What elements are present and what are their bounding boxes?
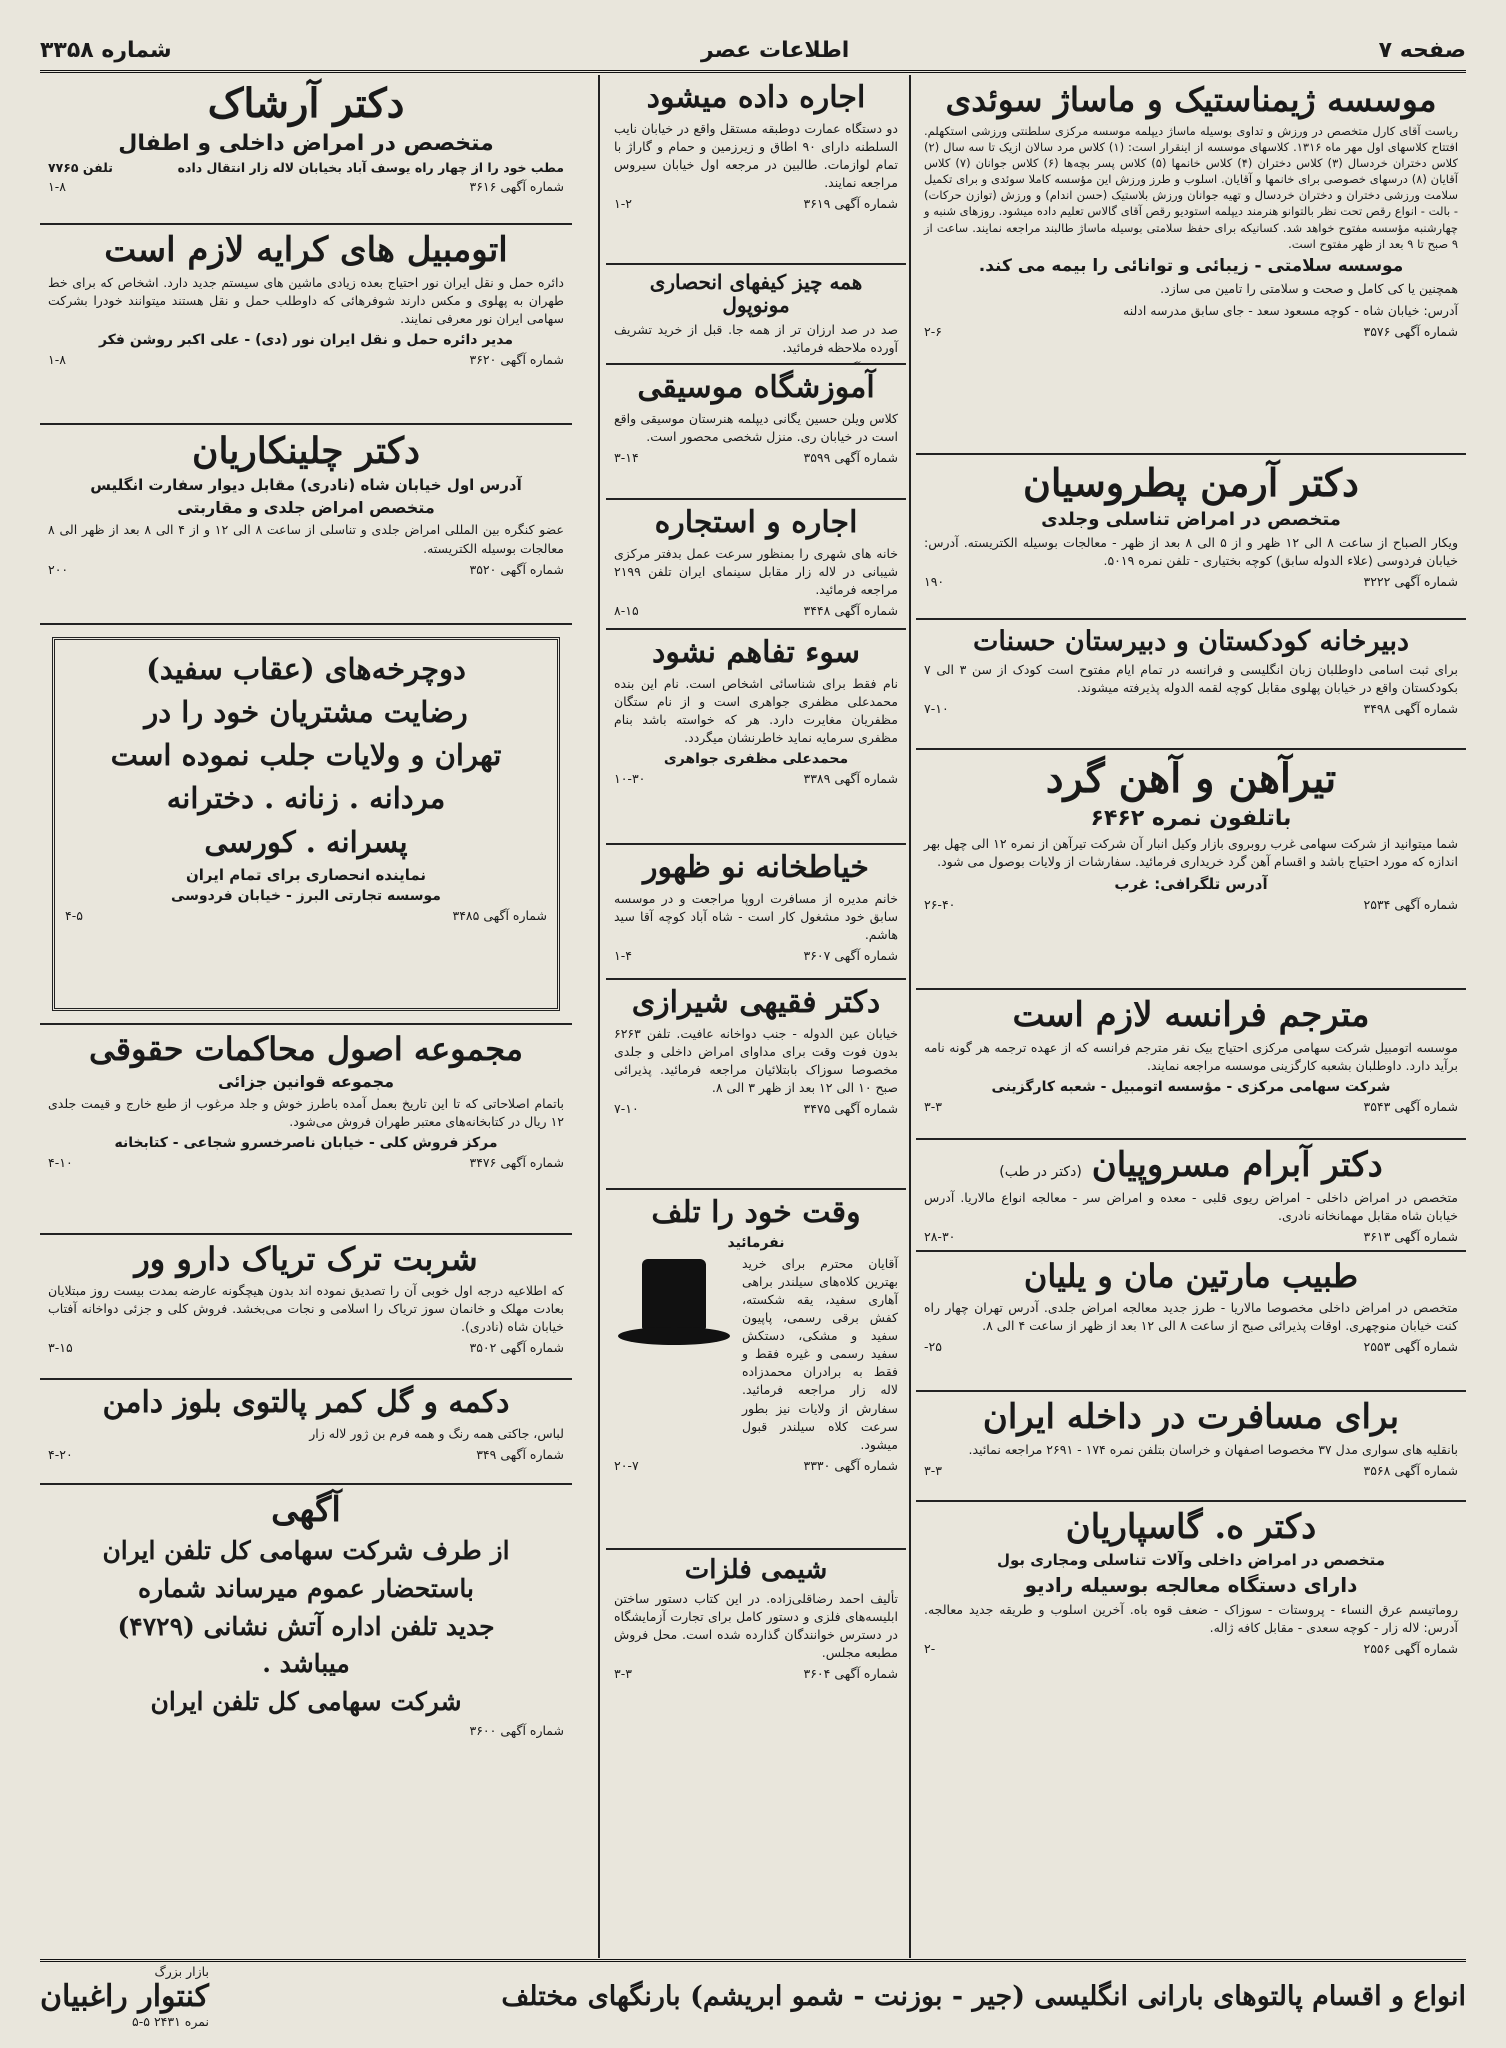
- ad-body: شما میتوانید از شرکت سهامی غرب روبروی بازار وکیل انبار آن شرکت تیرآهن از نمره ۱۲ الی چهل بهر اندازه که مورد احتیاج باشد و اقسام آهن گرد خریداری فرمائید. سفارشات از ولایات بوصول می شود.: [924, 836, 1458, 870]
- ad-slogan: موسسه سلامتی - زیبائی و توانائی را بیمه می کند.: [978, 255, 1404, 276]
- ad-line: رضایت مشتریان خود را در: [144, 695, 468, 730]
- ad-gymnastics: [916, 75, 1466, 455]
- ad-body: متخصص در امراض داخلی - امراض ریوی قلبی - معده و امراض سر - معالجه انواع مالاریا. آدرس خیابان شاه مقابل مهمانخانه نادری.: [924, 1190, 1458, 1224]
- ad-footer: [924, 324, 1458, 339]
- ad-footer: [614, 196, 898, 211]
- ad-title: اجاره داده میشود: [646, 80, 866, 115]
- ad-number: شماره آگهی ۳۶۰۴: [803, 1666, 898, 1682]
- ad-code: ۲۰-۷: [614, 1457, 639, 1473]
- ad-hasanat-school: [916, 620, 1466, 750]
- ad-subtitle: متخصص در امراض داخلی و اطفال: [118, 131, 494, 156]
- ad-number: شماره آگهی ۳۲۲۲: [1363, 573, 1458, 589]
- ad-footer: [924, 701, 1458, 716]
- ad-number: شماره آگهی ۳۴۸۵: [452, 907, 547, 923]
- ad-phone: تلفن ۷۷۶۵: [48, 160, 113, 175]
- hat-crown: [642, 1259, 706, 1329]
- ad-title: مجموعه اصول محاکمات حقوقی: [89, 1030, 523, 1068]
- hat-brim: [618, 1327, 730, 1345]
- ad-body: لباس، جاکتی همه رنگ و همه فرم بن ژور لاله زار: [309, 1425, 564, 1441]
- ad-subtitle: متخصص در امراض داخلی وآلات تناسلی ومجاری بول: [996, 1551, 1385, 1570]
- ad-code: ۱۹۰: [924, 573, 945, 589]
- ad-body-row: [48, 160, 564, 175]
- ad-body: برای ثبت اسامی داوطلبان زبان انگلیسی و فرانسه در تمام ایام مفتوح است کودک از سن ۳ الی ۷ بکودکستان واقع در خیابان پهلوی مقابل کوچه لقمه الدوله پذیرفته میشوند.: [924, 662, 1458, 696]
- ad-line: پسرانه . کورسی: [204, 824, 408, 859]
- store-info: [40, 1964, 209, 2029]
- ad-body: عضو کنگره بین المللی امراض جلدی و تناسلی از ساعت ۸ الی ۱۲ و از ۴ الی ۸ بعد از ظهر الی ۸ معالجات بوسیله الکتریسته.: [48, 522, 564, 556]
- ad-footer: [614, 948, 898, 963]
- ad-footer: [614, 1101, 898, 1116]
- ad-number: شماره آگهی ۳۴۷۵: [803, 1101, 898, 1116]
- ad-code: ۱۰-۳۰: [614, 771, 646, 786]
- ad-address: آدرس اول خیابان شاه (نادری) مقابل دیوار سفارت انگلیس: [90, 476, 522, 495]
- ad-line: جدید تلفن اداره آتش نشانی (۴۷۲۹): [117, 1611, 495, 1641]
- column-divider: [598, 75, 600, 1958]
- ad-footer: [924, 1229, 1458, 1244]
- column-divider: [909, 75, 911, 1958]
- page-header: [40, 30, 1466, 73]
- ad-code: ۱-۸: [48, 352, 66, 368]
- ad-phone: باتلفون نمره ۶۴۶۲: [1090, 806, 1292, 831]
- ad-opium-syrup: [40, 1235, 572, 1380]
- ad-line: مردانه . زنانه . دخترانه: [166, 781, 446, 816]
- ad-travel: [916, 1392, 1466, 1502]
- ad-footer: [48, 1447, 564, 1462]
- ad-title: دکتر آرشاک: [207, 80, 405, 127]
- ad-number: شماره آگهی ۲۵۵۳: [1363, 1339, 1458, 1355]
- ad-dr-abram: [916, 1140, 1466, 1252]
- ad-number: شماره آگهی ۳۶۱۹: [803, 196, 898, 211]
- ad-body: کلاس ویلن حسین یگانی دیپلمه هنرستان موسیقی واقع است در خیابان ری. منزل شخصی محصور است.: [614, 410, 898, 444]
- right-column: [916, 75, 1466, 1958]
- ad-title: دکتر آبرام مسروپیان: [1091, 1145, 1383, 1185]
- ad-title: آگهی: [271, 1490, 341, 1530]
- bottom-banner-ad: [40, 1959, 1466, 2030]
- ad-rental-cars: [40, 225, 572, 425]
- ad-code: ۲-۶: [924, 323, 942, 339]
- ad-tailor: [606, 845, 906, 980]
- ad-code: ۳-۳: [614, 1666, 632, 1682]
- bicycle-ad-box: [52, 637, 560, 1011]
- ad-number: شماره آگهی ۳۴۹۸: [1363, 701, 1458, 717]
- ad-dr-gasparian: [916, 1502, 1466, 1958]
- ad-misunderstanding: [606, 630, 906, 845]
- ad-title: اجاره و استجاره: [654, 505, 858, 540]
- ad-title: شیمی فلزات: [684, 1555, 828, 1585]
- ad-footer: [614, 1458, 898, 1473]
- ad-metal-chemistry: [606, 1550, 906, 1958]
- ad-number: نمره ۲۴۳۱ ۵-۵: [132, 2013, 209, 2029]
- ad-footer: [48, 352, 564, 367]
- ad-code: ۷-۱۰: [924, 701, 949, 717]
- ad-footer: [48, 1340, 564, 1355]
- ad-body: صد در صد ارزان تر از همه جا. قبل از خرید تشریف آورده ملاحظه فرمائید.: [614, 322, 898, 356]
- ad-number: شماره آگهی ۲۵۳۴: [1363, 897, 1458, 913]
- ad-body: دائره حمل و نقل ایران نور احتیاج بعده زیادی ماشین های سیستم جدید دارد. اشخاص که برای خط طهران به پهلوی و مکس دارند شوفرهائی که داوطلب حمل و نقل هستند میتوانند خودرا بشرکت سهامی ایران نور معرفی نمایند.: [48, 275, 564, 327]
- ad-signature: موسسه تجارتی البرز - خیابان فردوسی: [171, 887, 441, 904]
- ad-code: ۳-۳: [924, 1463, 942, 1479]
- ad-code: ۷-۱۰: [614, 1101, 639, 1116]
- ad-code: ۲۶-۴۰: [924, 897, 956, 913]
- ad-number: شماره آگهی ۳۵۷۶: [1363, 323, 1458, 339]
- ad-title: دکتر ه. گاسپاریان: [1065, 1507, 1317, 1547]
- ad-line: دوچرخه‌های (عقاب سفید): [146, 652, 466, 686]
- ad-subtitle: نماینده انحصاری برای تمام ایران: [185, 865, 427, 884]
- ad-telegraph: آدرس تلگرافی: غرب: [1114, 875, 1268, 894]
- ad-title: همه چیز کیفهای انحصاری مونوپول: [649, 270, 863, 317]
- ad-title: موسسه ژیمناستیک و ماساژ سوئدی: [945, 80, 1437, 119]
- ad-title: آموزشگاه موسیقی: [637, 370, 875, 405]
- ad-number: شماره آگهی ۲۵۵۶: [1363, 1641, 1458, 1657]
- ad-number: شماره آگهی ۳۳۳۰: [803, 1457, 898, 1473]
- ad-title: خیاطخانه نو ظهور: [643, 850, 869, 885]
- ad-code: ۲۸-۳۰: [924, 1229, 956, 1245]
- ad-number: شماره آگهی ۳۶۰۰: [469, 1722, 564, 1738]
- ad-number: شماره آگهی ۳۴۷۶: [469, 1155, 564, 1171]
- ad-body: متخصص در امراض داخلی مخصوصا مالاریا - طرز جدید معالجه امراض جلدی. آدرس تهران چهار راه کنت خیابان منوچهری. اوقات پذیرائی صبح از ساعت ۸ الی ۱۲ بعد از ظهر از ساعت ۴ الی ۸.: [924, 1299, 1458, 1333]
- ad-title: مترجم فرانسه لازم است: [1012, 995, 1370, 1035]
- ad-code: ۴-۵: [65, 907, 83, 923]
- ad-address: آدرس: خیابان شاه - کوچه مسعود سعد - جای سابق مدرسه ادلنه: [1123, 302, 1458, 318]
- ad-body: بانقلیه های سواری مدل ۳۷ مخصوصا اصفهان و خراسان بتلفن نمره ۱۷۴ - ۲۶۹۱ مراجعه نمائید.: [968, 1442, 1458, 1458]
- ad-code: -۲: [924, 1641, 936, 1657]
- ad-title: دکتر آرمن پطروسیان: [1023, 460, 1359, 505]
- ad-code: ۳-۱۴: [614, 449, 639, 465]
- ad-title: دکتر چلینکاریان: [192, 430, 420, 472]
- ad-footer: [614, 603, 898, 618]
- newspaper-name: اطلاعات عصر: [700, 37, 850, 63]
- ad-code: ۸-۱۵: [614, 602, 639, 618]
- ad-title-row: [924, 1146, 1458, 1185]
- ad-body: خیابان عین الدوله - جنب دواخانه عافیت. تلفن ۶۲۶۳ بدون فوت وقت برای مداوای امراض داخلی و جلدی مخصوصا سوزاک بابتلائیان مراجعه فرمائید. پذیرائی صبح ۱۰ الی ۱۲ بعد از ظهر ۳ الی ۸.: [614, 1025, 898, 1095]
- ad-footer: [924, 574, 1458, 589]
- ad-signature: محمدعلی مظفری جواهری: [663, 751, 849, 767]
- ad-number: شماره آگهی ۳۵۹۹: [803, 449, 898, 465]
- ad-code: ۲۰۰: [48, 561, 69, 577]
- ad-code: ۴-۱۰: [48, 1155, 73, 1171]
- ad-bags: [606, 265, 906, 365]
- ad-subtitle: نفرمائید: [727, 1234, 785, 1251]
- middle-column: [606, 75, 906, 1958]
- ad-telephone-notice: [40, 1485, 572, 1958]
- ad-body: آقایان محترم برای خرید بهترین کلاه‌های سیلندر براهی آهاری سفید، یقه شکسته، کفش برقی رسمی، پاپیون سفید و مشکی، دستکش سفید رسمی و غیره فقط و فقط به برادران محمدزاده لاله زار مراجعه فرمائید. سفارش از ولایات نیز بطور سرعت کلاه سیلندر قبول میشود.: [742, 1255, 898, 1452]
- ad-title: سوء تفاهم نشود: [651, 635, 861, 670]
- ad-rent-lease: [606, 500, 906, 630]
- issue-number: شماره ۳۳۵۸: [40, 37, 172, 63]
- ad-iron-beams: [916, 750, 1466, 990]
- ad-footer: [614, 771, 898, 786]
- ad-footer: [924, 1463, 1458, 1478]
- ad-body: دو دستگاه عمارت دوطبقه مستقل واقع در خیابان نایب السلطنه دارای ۹۰ اطاق و زیرزمین و حمام و گاراژ با تمام لوازمات. طالبین در مرجعه اول خیابان سیروس مراجعه نمایند.: [614, 120, 898, 190]
- ad-number: شماره آگهی ۳۵۲۰: [469, 561, 564, 577]
- ad-note: (دکتر در طب): [999, 1164, 1082, 1180]
- ad-body: باتمام اصلاحاتی که تا این تاریخ بعمل آمده باطرز خوش و جلد مرغوب از طبع خارج و قیمت جلدی ۱۲ ریال در کتابخانه‌های معتبر طهران فروش می‌شود.: [48, 1095, 564, 1129]
- ad-title: دکتر فقیهی شیرازی: [631, 985, 881, 1020]
- ad-number: شماره آگهی ۳۶۲۰: [469, 352, 564, 368]
- ad-french-translator: [916, 990, 1466, 1140]
- ad-title: برای مسافرت در داخله ایران: [982, 1397, 1400, 1437]
- ad-footer: [48, 1723, 564, 1738]
- ad-code: ۴-۲۰: [48, 1446, 73, 1462]
- ad-subtitle-2: دارای دستگاه معالجه بوسیله رادیو: [1024, 1573, 1358, 1598]
- ad-footer: [48, 179, 564, 194]
- ad-body: که اطلاعیه درجه اول خوبی آن را تصدیق نموده اند بدون هیچگونه عارضه بمدت بیست روز مبتلایان بعادت مهلک و خانمان سوز تریاک را اسلامی و نجات می‌بخشد. فروش کلی و جزئی دواخانه آفتاب خیابان شاه (نادری).: [48, 1282, 564, 1335]
- ad-body: مطب خود را از چهار راه یوسف آباد بخیابان لاله زار انتقال داده: [177, 160, 564, 175]
- ad-footer: [614, 1666, 898, 1681]
- ad-line: از طرف شرکت سهامی کل تلفن ایران: [102, 1536, 510, 1566]
- ad-number: شماره آگهی ۳۵۰۲: [469, 1340, 564, 1356]
- ad-bicycles: [40, 625, 572, 1025]
- ad-number: شماره آگهی ۳۳۸۹: [803, 771, 898, 786]
- ad-slogan-2: همچنین یا کی کامل و صحت و سلامتی را تامین می سازد.: [1160, 280, 1458, 296]
- ad-footer: [48, 1155, 564, 1170]
- ad-body: نام فقط برای شناسائی اشخاص است. نام این بنده محمدعلی مظفری جواهری است و از نام ستگان مظفریان مغایرت دارد. هر که خواسته باشد بنام مظفری سرمایه نماید خاطرنشان میگردد.: [614, 675, 898, 745]
- ad-title: وقت خود را تلف: [651, 1195, 861, 1230]
- ad-buttons-belts: [40, 1380, 572, 1485]
- ad-subtitle: متخصص در امراض تناسلی وجلدی: [1041, 508, 1341, 530]
- ad-title: شربت ترک تریاک دارو ور: [134, 1240, 478, 1278]
- ad-dr-armen: [916, 455, 1466, 620]
- ad-number: شماره آگهی ۳۴۹: [476, 1446, 564, 1462]
- ad-dr-faghihi: [606, 980, 906, 1190]
- ad-body: روماتیسم عرق النساء - پروستات - سوزاک - ضعف قوه باه. آخرین اسلوب و طریقه جدید معالجه. آدرس: لاله زار - کوچه سعدی - مقابل کافه ژاله.: [924, 1602, 1458, 1636]
- ad-number: شماره آگهی ۳۴۴۸: [803, 602, 898, 618]
- ad-title: طبیب مارتین مان و یلیان: [1023, 1257, 1359, 1295]
- ad-body: ریاست آقای کارل متخصص در ورزش و تداوی بوسیله ماساژ دیپلمه موسسه مرکزی سلطنتی ورزشی استکهلم. افتتاح کلاسهای اول مهر ماه ۱۳۱۶. کلاسهای موسسه از اینقرار است: (۱) کلاس مرد سالان ازیک تا سه سال (۲) کلاس دختران خردسال (۳) کلاس دختران (۴) کلاس خانمها (۵) کلاس پسر بچه‌ها (۶) کلاس جوانان (۷) کلاس آقایان (۸) درسهای خصوصی برای خانمها و آقایان. اسلوب و طرز ورزش این مؤسسه کاملا سوئدی و برای تکمیل سلامت ورزشی دختران و دختران خردسال و تهیه جوانان ورزش بلاستیک (حسن اندام) و ورزش (توازن حرکات) - بالت - انواع رقص تحت نظر بالتوانو هنرمند دیپلمه استودیو رقص آقای گالاس تعلیم داده میشود. روزهای شنبه و چهارشنبه مؤسسه مفتوح خواهد شد. کسانیکه برای حفظ سلامتی بوسیله ماساژ طالبند مراجعه نمایند. ساعت از ۹ صبح تا ۹ بعد از ظهر مفتوح است.: [924, 123, 1459, 251]
- ad-body: موسسه اتومبیل شرکت سهامی مرکزی احتیاج بیک نفر مترجم فرانسه که از عهده ترجمه هر گونه نامه برآید دارد. داوطلبان بشعبه کارگزینی موسسه مراجعه نمایند.: [924, 1040, 1458, 1074]
- ad-content-row: [614, 1255, 898, 1454]
- ad-title: دبیرخانه کودکستان و دبیرستان حسنات: [972, 626, 1410, 657]
- ad-number: شماره آگهی ۳۵۶۸: [1363, 1463, 1458, 1479]
- ad-footer: [924, 897, 1458, 912]
- ad-number: شماره آگهی ۳۵۴۳: [1363, 1099, 1458, 1115]
- ad-signature: شرکت سهامی مرکزی - مؤسسه اتومبیل - شعبه کارگزینی: [991, 1079, 1391, 1096]
- ad-title: تیرآهن و آهن گرد: [1045, 755, 1337, 802]
- ad-code: ۳-۳: [924, 1099, 942, 1115]
- ad-footer: [924, 1641, 1458, 1656]
- ad-code: ۱-۸: [48, 179, 66, 194]
- ad-title: دکمه و گل کمر پالتوی بلوز دامن: [102, 1385, 510, 1420]
- ad-code: ۲۵-: [924, 1339, 942, 1355]
- ad-footer: [924, 1099, 1458, 1114]
- page-number: صفحه ۷: [1378, 37, 1466, 63]
- ad-line: تهران و ولایات جلب نموده است: [110, 738, 502, 773]
- ad-body: ویکار الصباح از ساعت ۸ الی ۱۲ ظهر و از ۵ الی ۸ بعد از ظهر - معالجات بوسیله الکتریسته. آدرس: خیابان فردوسی (علاء الدوله سابق) کوچه بختیاری - تلفن نمره ۵۰۱۹.: [924, 534, 1459, 568]
- store-location: بازار بزرگ: [154, 1963, 209, 1979]
- ad-dr-chelinkarian: [40, 425, 572, 625]
- ad-body: خانه های شهری را بمنظور سرعت عمل بدفتر مرکزی شیبانی در لاله زار مقابل سینمای ایران تلفن ۲۱۹۹ مراجعه فرمائید.: [614, 545, 898, 597]
- raincoat-ad-text: انواع و اقسام پالتوهای بارانی انگلیسی (جیر - بوزنت - شمو ابریشم) بارنگهای مختلف: [501, 1980, 1466, 2012]
- ad-code: ۱-۴: [614, 947, 632, 963]
- ad-signature: مرکز فروش کلی - خیابان ناصرخسرو شجاعی - کتابخانه: [114, 1135, 498, 1152]
- ad-body: خانم مدیره از مسافرت اروپا مراجعت و در موسسه سابق خود مشغول کار است - شاه آباد کوچه آقا سید هاشم.: [614, 890, 898, 942]
- ad-footer: [48, 562, 564, 577]
- top-hat-illustration: [614, 1259, 734, 1359]
- ad-number: شماره آگهی ۳۶۱۳: [1363, 1229, 1458, 1245]
- ad-signature: مدیر دائره حمل و نقل ایران نور (دی) - علی اکبر روشن فکر: [98, 332, 514, 349]
- ad-line: میباشد .: [262, 1649, 350, 1679]
- ad-code: ۳-۱۵: [48, 1340, 73, 1356]
- ad-code: ۱-۲: [614, 196, 632, 211]
- ad-body: تألیف احمد رضاقلی‌زاده. در این کتاب دستور ساختن ابلیسه‌های فلزی و دستور کامل برای تجارت آزمایشگاه در دسترس خوانندگان گذارده شده است. محل فروش مطبعه مجلس.: [614, 1590, 898, 1661]
- ad-footer: [614, 450, 898, 465]
- ad-legal-collection: [40, 1025, 572, 1235]
- ad-footer: [924, 1339, 1458, 1354]
- ad-line: شرکت سهامی کل تلفن ایران: [150, 1687, 462, 1717]
- ad-for-rent: [606, 75, 906, 265]
- ad-number: شماره آگهی ۳۶۰۷: [803, 947, 898, 963]
- ad-dr-arshak: [40, 75, 572, 225]
- ad-footer: [65, 908, 547, 923]
- left-column: [40, 75, 572, 1958]
- ad-subtitle: مجموعه قوانین جزائی: [217, 1071, 395, 1091]
- ad-music-school: [606, 365, 906, 500]
- ad-number: شماره آگهی ۳۶۱۶: [469, 179, 564, 194]
- store-name: کنتوار راغبیان: [40, 1978, 209, 2014]
- ad-title: اتومبیل های کرایه لازم است: [104, 230, 508, 270]
- ad-line: باستحضار عموم میرساند شماره: [137, 1573, 474, 1603]
- ad-top-hats: [606, 1190, 906, 1550]
- ad-subtitle: متخصص امراض جلدی و مقاربتی: [177, 498, 435, 518]
- ad-dr-martin: [916, 1252, 1466, 1392]
